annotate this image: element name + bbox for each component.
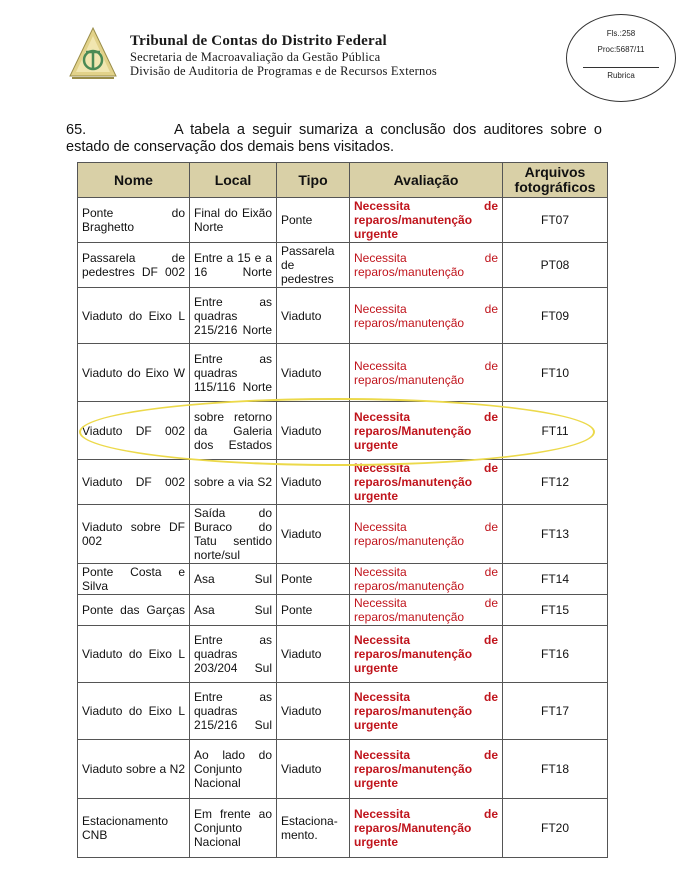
cell-nome: Ponte Costa e Silva bbox=[78, 564, 190, 595]
cell-avaliacao: Necessita de reparos/manutenção bbox=[350, 595, 503, 626]
cell-tipo: Viaduto bbox=[277, 626, 350, 683]
cell-tipo: Viaduto bbox=[277, 402, 350, 460]
cell-tipo: Ponte bbox=[277, 595, 350, 626]
cell-tipo: Viaduto bbox=[277, 344, 350, 402]
cell-tipo: Viaduto bbox=[277, 740, 350, 799]
stamp-rubrica: Rubrica bbox=[607, 71, 635, 80]
cell-arquivo: FT15 bbox=[503, 595, 608, 626]
cell-local: Final do Eixão Norte bbox=[190, 198, 277, 243]
table-row bbox=[78, 626, 608, 683]
cell-nome: Ponte das Garças bbox=[78, 595, 190, 626]
cell-nome: Viaduto DF 002 bbox=[78, 460, 190, 505]
cell-tipo: Viaduto bbox=[277, 288, 350, 344]
stamp-fls: Fls.:258 bbox=[606, 29, 636, 38]
cell-nome: Viaduto do Eixo L bbox=[78, 288, 190, 344]
cell-arquivo: FT17 bbox=[503, 683, 608, 740]
cell-tipo: Ponte bbox=[277, 564, 350, 595]
cell-tipo: Passarela de pedestres bbox=[277, 243, 350, 288]
cell-avaliacao: Necessita de reparos/manutenção bbox=[350, 288, 503, 344]
cell-arquivo: FT14 bbox=[503, 564, 608, 595]
header-tipo: Tipo bbox=[277, 163, 350, 198]
table-header-row bbox=[78, 163, 608, 198]
cell-arquivo: FT20 bbox=[503, 799, 608, 858]
cell-arquivo: FT16 bbox=[503, 626, 608, 683]
header-local: Local bbox=[190, 163, 277, 198]
cell-local: Entre as quadras 203/204 Sul bbox=[190, 626, 277, 683]
cell-arquivo: PT08 bbox=[503, 243, 608, 288]
cell-arquivo: FT11 bbox=[503, 402, 608, 460]
cell-tipo: Viaduto bbox=[277, 683, 350, 740]
cell-local: Saída do Buraco do Tatu sentido norte/sul bbox=[190, 505, 277, 564]
table-row bbox=[78, 344, 608, 402]
header-division: Divisão de Auditoria de Programas e de Recursos Externos bbox=[130, 64, 437, 78]
stamp-signature-line bbox=[583, 67, 659, 68]
page-stamp bbox=[566, 14, 676, 102]
cell-nome: Viaduto sobre a N2 bbox=[78, 740, 190, 799]
cell-local: sobre a via S2 bbox=[190, 460, 277, 505]
cell-avaliacao: Necessita de reparos/manutenção bbox=[350, 243, 503, 288]
table-row bbox=[78, 799, 608, 858]
cell-nome: Estacionamento CNB bbox=[78, 799, 190, 858]
cell-tipo: Viaduto bbox=[277, 460, 350, 505]
cell-arquivo: FT10 bbox=[503, 344, 608, 402]
cell-arquivo: FT09 bbox=[503, 288, 608, 344]
cell-avaliacao: Necessita de reparos/Manutenção urgente bbox=[350, 402, 503, 460]
cell-avaliacao: Necessita de reparos/manutenção urgente bbox=[350, 740, 503, 799]
document-header bbox=[130, 33, 437, 78]
cell-nome: Viaduto do Eixo L bbox=[78, 683, 190, 740]
stamp-proc: Proc:5687/11 bbox=[597, 45, 645, 54]
header-nome: Nome bbox=[78, 163, 190, 198]
cell-avaliacao: Necessita de reparos/manutenção urgente bbox=[350, 626, 503, 683]
table-row bbox=[78, 460, 608, 505]
cell-local: Asa Sul bbox=[190, 595, 277, 626]
table-row bbox=[78, 198, 608, 243]
table-row bbox=[78, 402, 608, 460]
cell-local: Entre as quadras 115/116 Norte bbox=[190, 344, 277, 402]
cell-tipo: Ponte bbox=[277, 198, 350, 243]
cell-avaliacao: Necessita de reparos/manutenção bbox=[350, 505, 503, 564]
conservation-table bbox=[77, 162, 608, 858]
cell-arquivo: FT07 bbox=[503, 198, 608, 243]
cell-avaliacao: Necessita de reparos/manutenção urgente bbox=[350, 460, 503, 505]
cell-local: Em frente ao Conjunto Nacional bbox=[190, 799, 277, 858]
cell-avaliacao: Necessita de reparos/manutenção bbox=[350, 564, 503, 595]
cell-nome: Viaduto do Eixo W bbox=[78, 344, 190, 402]
cell-nome: Ponte do Braghetto bbox=[78, 198, 190, 243]
cell-avaliacao: Necessita de reparos/manutenção urgente bbox=[350, 198, 503, 243]
cell-tipo: Viaduto bbox=[277, 505, 350, 564]
header-title: Tribunal de Contas do Distrito Federal bbox=[130, 33, 387, 49]
cell-local: Entre as quadras 215/216 Norte bbox=[190, 288, 277, 344]
cell-local: Entre a 15 e a 16 Norte bbox=[190, 243, 277, 288]
table-row bbox=[78, 288, 608, 344]
header-secretariat: Secretaria de Macroavaliação da Gestão Pública bbox=[130, 50, 381, 64]
cell-arquivo: FT12 bbox=[503, 460, 608, 505]
paragraph-number: 65. bbox=[66, 122, 87, 138]
table-row bbox=[78, 595, 608, 626]
cell-arquivo: FT13 bbox=[503, 505, 608, 564]
cell-avaliacao: Necessita de reparos/manutenção bbox=[350, 344, 503, 402]
table-row bbox=[78, 243, 608, 288]
header-avaliacao: Avaliação bbox=[350, 163, 503, 198]
cell-arquivo: FT18 bbox=[503, 740, 608, 799]
cell-nome: Viaduto sobre DF 002 bbox=[78, 505, 190, 564]
tcdf-logo-icon bbox=[66, 26, 120, 82]
table-row bbox=[78, 505, 608, 564]
cell-local: Asa Sul bbox=[190, 564, 277, 595]
cell-local: Ao lado do Conjunto Nacional bbox=[190, 740, 277, 799]
cell-tipo: Estaciona-mento. bbox=[277, 799, 350, 858]
cell-nome: Viaduto do Eixo L bbox=[78, 626, 190, 683]
cell-nome: Passarela de pedestres DF 002 bbox=[78, 243, 190, 288]
cell-local: Entre as quadras 215/216 Sul bbox=[190, 683, 277, 740]
table-row bbox=[78, 740, 608, 799]
table-row bbox=[78, 564, 608, 595]
header-arquivos: Arquivos fotográficos bbox=[503, 163, 608, 198]
intro-paragraph bbox=[66, 122, 602, 156]
cell-nome: Viaduto DF 002 bbox=[78, 402, 190, 460]
cell-avaliacao: Necessita de reparos/manutenção urgente bbox=[350, 683, 503, 740]
cell-local: sobre retorno da Galeria dos Estados bbox=[190, 402, 277, 460]
table-row bbox=[78, 683, 608, 740]
paragraph-text: A tabela a seguir sumariza a conclusão dos auditores sobre o estado de conservação dos demais bens visitados. bbox=[66, 122, 602, 155]
cell-avaliacao: Necessita de reparos/Manutenção urgente bbox=[350, 799, 503, 858]
